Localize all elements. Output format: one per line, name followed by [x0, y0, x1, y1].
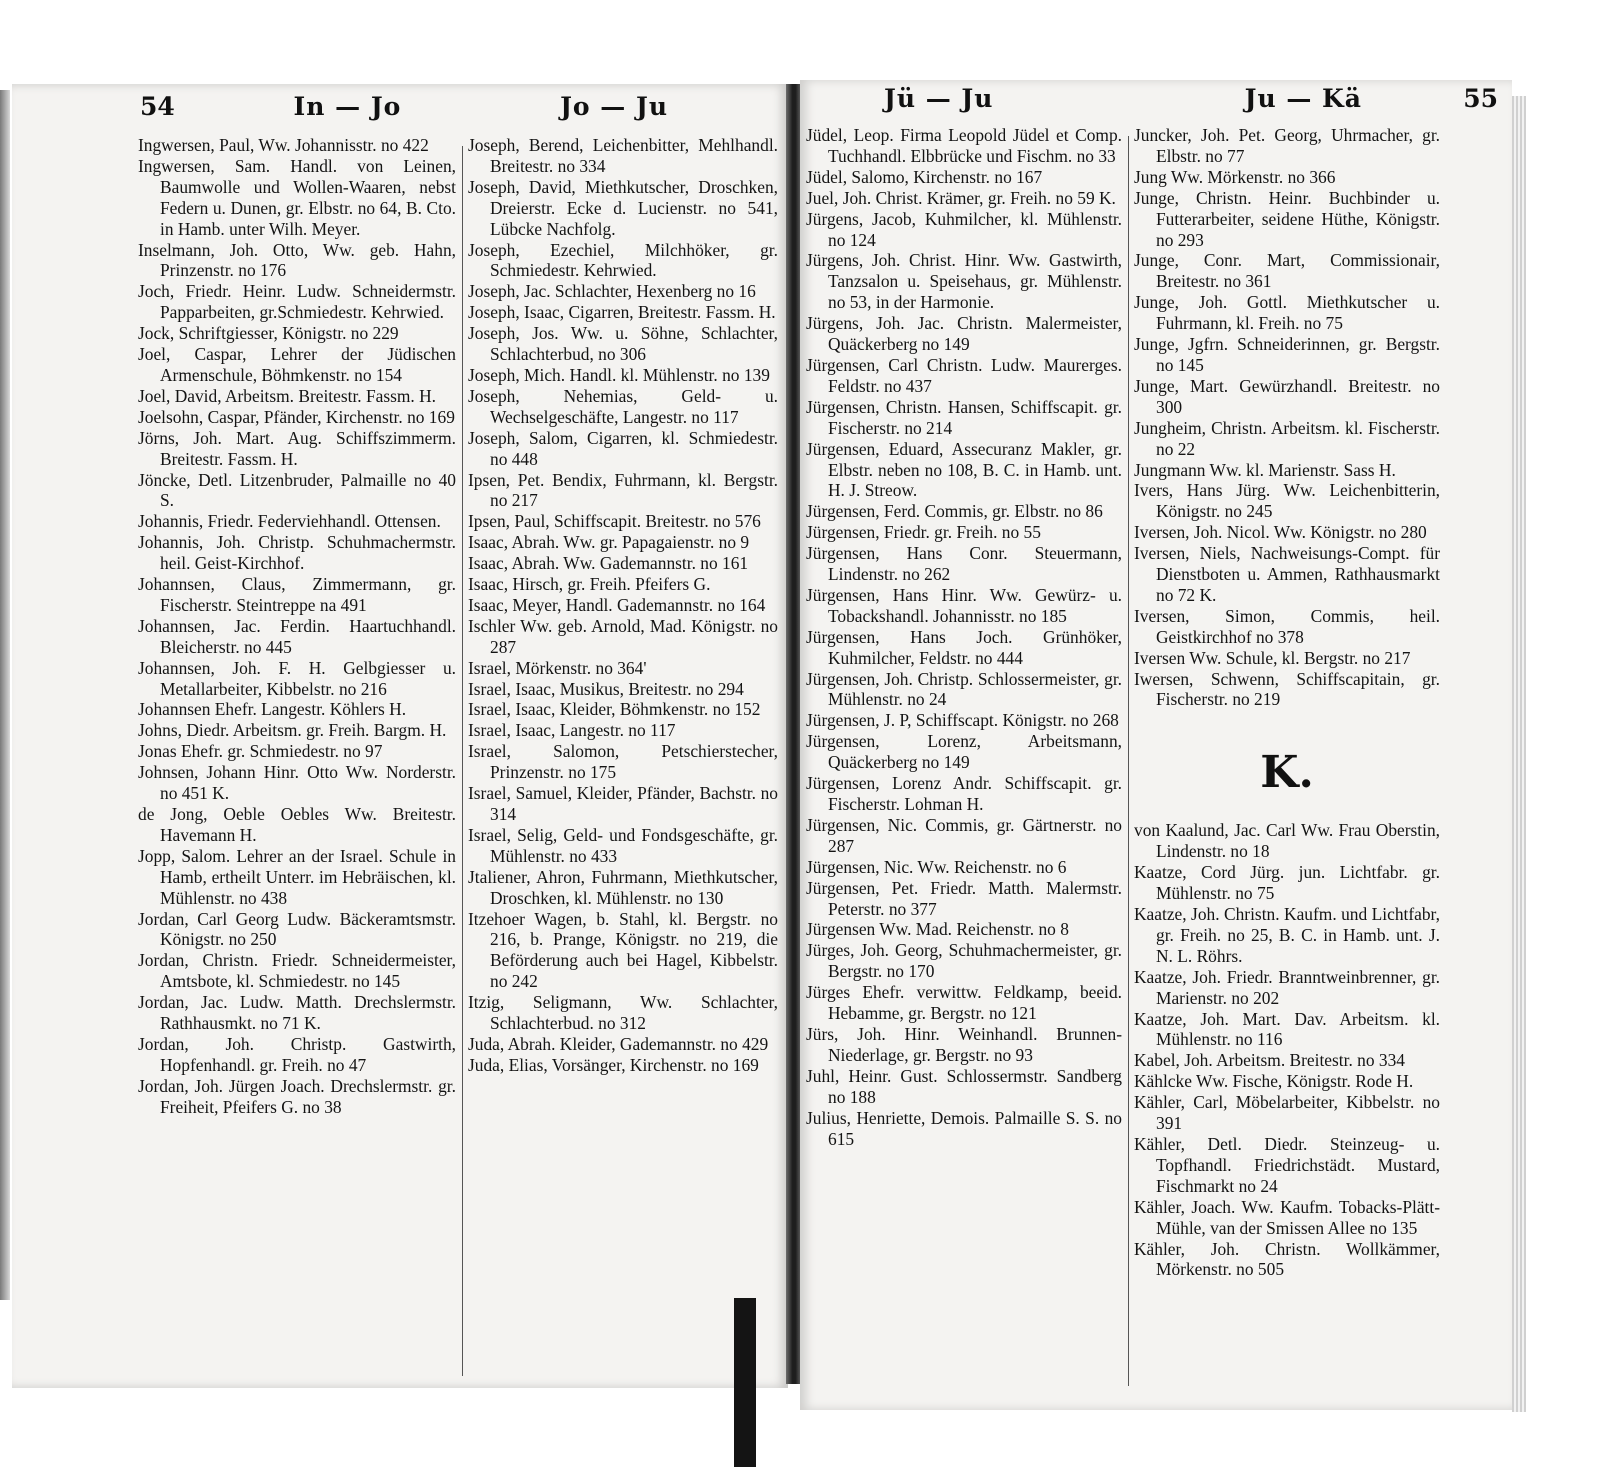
directory-entry: Juel, Joh. Christ. Krämer, gr. Freih. no 59 K.	[806, 187, 1116, 208]
directory-entry: Jürgens, Joh. Jac. Christn. Malermeister, Quäckerberg no 149	[806, 313, 1122, 355]
directory-entry: Iwersen, Schwenn, Schiffscapitain, gr. Fischerstr. no 219	[1134, 668, 1440, 710]
column-rule-left	[462, 146, 463, 1376]
directory-entry: Ingwersen, Paul, Ww. Johannisstr. no 422	[138, 135, 429, 155]
directory-entry: Joseph, Berend, Leichenbitter, Mehlhandl. Breitestr. no 334	[468, 135, 778, 176]
directory-entry: Jürgensen, Nic. Ww. Reichenstr. no 6	[806, 856, 1067, 877]
directory-entry: Junge, Mart. Gewürzhandl. Breitestr. no 300	[1134, 375, 1440, 417]
directory-entry: Joel, Caspar, Lehrer der Jüdischen Armenschule, Böhmkenstr. no 154	[138, 344, 456, 385]
directory-entry: Ingwersen, Sam. Handl. von Leinen, Baumwolle und Wollen-Waaren, nebst Federn u. Dunen, gr. Elbstr. no 64, B. Cto. in Hamb. unter Wilh. Meyer.	[138, 155, 456, 239]
directory-entry: Joseph, Jac. Schlachter, Hexenberg no 16	[468, 281, 756, 302]
directory-entry: Israel, Isaac, Kleider, Böhmkenstr. no 152	[468, 699, 761, 720]
directory-entry: Ischler Ww. geb. Arnold, Mad. Königstr. no 287	[468, 615, 778, 657]
directory-entry: Joseph, Jos. Ww. u. Söhne, Schlachter, Schlachterbud, no 306	[468, 323, 778, 365]
directory-entry: Kaatze, Cord Jürg. jun. Lichtfabr. gr. Mühlenstr. no 75	[1134, 862, 1440, 904]
right-page	[800, 80, 1512, 1410]
left-page	[12, 84, 788, 1388]
directory-entry: Jürges Ehefr. verwittw. Feldkamp, beeid. Hebamme, gr. Bergstr. no 121	[806, 982, 1122, 1024]
directory-entry: Israel, Isaac, Musikus, Breitestr. no 294	[468, 678, 744, 699]
directory-entry: Jürgensen, Carl Christn. Ludw. Maurerges. Feldstr. no 437	[806, 354, 1122, 396]
directory-entry: Johns, Diedr. Arbeitsm. gr. Freih. Bargm. H.	[138, 720, 447, 741]
directory-entry: Jürgensen, Pet. Friedr. Matth. Malermstr. Peterstr. no 377	[806, 877, 1122, 919]
directory-entry: Jüdel, Salomo, Kirchenstr. no 167	[806, 166, 1043, 187]
page-number-left: 54	[140, 92, 175, 121]
column-rule-right	[1128, 136, 1129, 1386]
running-head-right-col2: Ju — Kä	[1244, 84, 1362, 113]
directory-entry: Jörns, Joh. Mart. Aug. Schiffszimmerm. Breitestr. Fassm. H.	[138, 427, 456, 469]
directory-entry: Jordan, Jac. Ludw. Matth. Drechslermstr. Rathhausmkt. no 71 K.	[138, 992, 456, 1034]
directory-entry: Isaac, Abrah. Ww. Gademannstr. no 161	[468, 553, 749, 574]
directory-entry: Isaac, Meyer, Handl. Gademannstr. no 164	[468, 594, 766, 615]
page-number-right: 55	[1463, 84, 1498, 113]
directory-entry: Junge, Jgfrn. Schneiderinnen, gr. Bergstr. no 145	[1134, 334, 1440, 375]
directory-entry: Johannsen Ehefr. Langestr. Köhlers H.	[138, 699, 407, 720]
directory-entry: Jonas Ehefr. gr. Schmiedestr. no 97	[138, 741, 383, 762]
directory-entry: Jürs, Joh. Hinr. Weinhandl. Brunnen-Niederlage, gr. Bergstr. no 93	[806, 1023, 1122, 1065]
directory-entry: Isaac, Hirsch, gr. Freih. Pfeifers G.	[468, 574, 711, 595]
directory-entry: Jürgensen Ww. Mad. Reichenstr. no 8	[806, 919, 1069, 940]
directory-entry: Kabel, Joh. Arbeitsm. Breitestr. no 334	[1134, 1050, 1405, 1071]
directory-entry: Jordan, Carl Georg Ludw. Bäckeramtsmstr. Königstr. no 250	[138, 908, 456, 950]
directory-entry: Iversen, Joh. Nicol. Ww. Königstr. no 280	[1134, 522, 1427, 543]
directory-entry: Joel, David, Arbeitsm. Breitestr. Fassm. H.	[138, 385, 437, 406]
directory-entry: Ivers, Hans Jürg. Ww. Leichenbitterin, Königstr. no 245	[1134, 480, 1440, 522]
directory-entry: Jungmann Ww. kl. Marienstr. Sass H.	[1134, 459, 1396, 480]
directory-entry: Jordan, Christn. Friedr. Schneidermeister, Amtsbote, kl. Schmiedestr. no 145	[138, 950, 456, 992]
directory-entry: Jürgensen, Joh. Christp. Schlossermeister, gr. Mühlenstr. no 24	[806, 668, 1122, 710]
directory-entry: Jürges, Joh. Georg, Schuhmachermeister, gr. Bergstr. no 170	[806, 940, 1122, 982]
directory-entry: Juda, Elias, Vorsänger, Kirchenstr. no 169	[468, 1054, 759, 1075]
directory-entry: Israel, Samuel, Kleider, Pfänder, Bachstr. no 314	[468, 783, 778, 824]
left-column-2	[468, 135, 778, 1385]
directory-entry: Julius, Henriette, Demois. Palmaille S. S. no 615	[806, 1107, 1122, 1149]
directory-entry: Israel, Isaac, Langestr. no 117	[468, 720, 676, 741]
page-edges	[1512, 96, 1526, 1412]
directory-entry: Kähler, Joach. Ww. Kaufm. Tobacks-Plätt-Mühle, van der Smissen Allee no 135	[1134, 1196, 1440, 1238]
directory-entry: Johannsen, Jac. Ferdin. Haartuchhandl. Bleicherstr. no 445	[138, 615, 456, 657]
directory-entry: Joseph, Salom, Cigarren, kl. Schmiedestr. no 448	[468, 427, 778, 469]
directory-entry: Junge, Joh. Gottl. Miethkutscher u. Fuhrmann, kl. Freih. no 75	[1134, 292, 1440, 334]
directory-entry: Jordan, Joh. Christp. Gastwirth, Hopfenhandl. gr. Freih. no 47	[138, 1033, 456, 1075]
directory-entry: Juda, Abrah. Kleider, Gademannstr. no 429	[468, 1033, 769, 1054]
directory-entry: Jürgensen, Friedr. gr. Freih. no 55	[806, 522, 1041, 543]
directory-entry: Jürgens, Jacob, Kuhmilcher, kl. Mühlenstr. no 124	[806, 208, 1122, 250]
right-column-1	[806, 125, 1122, 1405]
directory-entry: Jürgensen, Lorenz, Arbeitsmann, Quäckerberg no 149	[806, 731, 1122, 773]
directory-entry: Jürgensen, Ferd. Commis, gr. Elbstr. no 86	[806, 501, 1103, 522]
directory-entry: Israel, Salomon, Petschierstecher, Prinzenstr. no 175	[468, 741, 778, 783]
directory-entry: Jungheim, Christn. Arbeitsm. kl. Fischerstr. no 22	[1134, 417, 1440, 459]
directory-entry: Iversen, Simon, Commis, heil. Geistkirchhof no 378	[1134, 605, 1440, 647]
directory-entry: Jopp, Salom. Lehrer an der Israel. Schule in Hamb, ertheilt Unterr. im Hebräischen, kl. Mühlenstr. no 438	[138, 845, 456, 908]
directory-entry: von Kaalund, Jac. Carl Ww. Frau Oberstin, Lindenstr. no 18	[1134, 820, 1440, 862]
directory-entry: Kähler, Joh. Christn. Wollkämmer, Mörkenstr. no 505	[1134, 1238, 1440, 1280]
directory-entry: Ipsen, Pet. Bendix, Fuhrmann, kl. Bergstr. no 217	[468, 469, 778, 511]
directory-entry: Iversen Ww. Schule, kl. Bergstr. no 217	[1134, 647, 1411, 668]
left-column-1	[138, 135, 456, 1385]
directory-entry: Joseph, David, Miethkutscher, Droschken, Dreierstr. Ecke d. Lucienstr. no 541, Lübcke Nachfolg.	[468, 176, 778, 239]
directory-entry: Juhl, Heinr. Gust. Schlossermstr. Sandberg no 188	[806, 1065, 1122, 1107]
directory-entry: Johannsen, Joh. F. H. Gelbgiesser u. Metallarbeiter, Kibbelstr. no 216	[138, 657, 456, 699]
directory-entry: Jöncke, Detl. Litzenbruder, Palmaille no 40 S.	[138, 469, 456, 511]
section-letter-k: K.	[1260, 747, 1314, 799]
directory-entry: Jürgensen, Nic. Commis, gr. Gärtnerstr. no 287	[806, 814, 1122, 856]
directory-entry: Joelsohn, Caspar, Pfänder, Kirchenstr. no 169	[138, 406, 455, 427]
directory-entry: Joseph, Mich. Handl. kl. Mühlenstr. no 139	[468, 364, 770, 385]
directory-entry: Kählcke Ww. Fische, Königstr. Rode H.	[1134, 1071, 1414, 1092]
directory-entry: Johannis, Joh. Christp. Schuhmachermstr. heil. Geist-Kirchhof.	[138, 532, 456, 574]
directory-entry: Jürgensen, Eduard, Assecuranz Makler, gr. Elbstr. neben no 108, B. C. in Hamb. unt. H. J. Streow.	[806, 438, 1122, 501]
directory-entry: Joseph, Nehemias, Geld- u. Wechselgeschäfte, Langestr. no 117	[468, 385, 778, 427]
directory-entry: Jung Ww. Mörkenstr. no 366	[1134, 166, 1336, 187]
directory-entry: Jürgensen, Hans Joch. Grünhöker, Kuhmilcher, Feldstr. no 444	[806, 626, 1122, 668]
directory-entry: Joseph, Isaac, Cigarren, Breitestr. Fassm. H.	[468, 302, 776, 323]
directory-entry: Kähler, Detl. Diedr. Steinzeug- u. Topfhandl. Friedrichstädt. Mustard, Fischmarkt no 24	[1134, 1133, 1440, 1196]
right-page-header	[884, 84, 1498, 113]
directory-entry: Johannis, Friedr. Federviehhandl. Ottensen.	[138, 511, 441, 532]
directory-entry: Itzehoer Wagen, b. Stahl, kl. Bergstr. no 216, b. Prange, Königstr. no 219, die Beförderung auch bei Hagel, Kibbelstr. no 242	[468, 908, 778, 992]
directory-entry: Johannsen, Claus, Zimmermann, gr. Fischerstr. Steintreppe na 491	[138, 574, 456, 615]
directory-entry: Junge, Conr. Mart, Commissionair, Breitestr. no 361	[1134, 250, 1440, 292]
directory-entry: Jürgensen, J. P, Schiffscapt. Königstr. no 268	[806, 710, 1119, 731]
directory-entry: Kaatze, Joh. Friedr. Branntweinbrenner, gr. Marienstr. no 202	[1134, 966, 1440, 1008]
directory-entry: Jürgensen, Hans Hinr. Ww. Gewürz- u. Tobackshandl. Johannisstr. no 185	[806, 584, 1122, 626]
directory-entry: Jürgensen, Hans Conr. Steuermann, Lindenstr. no 262	[806, 543, 1122, 585]
right-column-2	[1134, 125, 1440, 1405]
binding-shadow	[734, 1298, 756, 1467]
directory-entry: Israel, Selig, Geld- und Fondsgeschäfte, gr. Mühlenstr. no 433	[468, 824, 778, 866]
directory-entry: Jürgens, Joh. Christ. Hinr. Ww. Gastwirth, Tanzsalon u. Speisehaus, gr. Mühlenstr. no 53, in der Harmonie.	[806, 250, 1122, 313]
directory-entry: Jtaliener, Ahron, Fuhrmann, Miethkutscher, Droschken, kl. Mühlenstr. no 130	[468, 866, 778, 908]
running-head-right-col1: Jü — Ju	[884, 84, 994, 113]
directory-entry: Kaatze, Joh. Christn. Kaufm. und Lichtfabr, gr. Freih. no 25, B. C. in Hamb. unt. J. N. L. Röhrs.	[1134, 904, 1440, 966]
left-page-header	[140, 92, 780, 121]
directory-entry: Joch, Friedr. Heinr. Ludw. Schneidermstr. Papparbeiten, gr.Schmiedestr. Kehrwied.	[138, 281, 456, 323]
directory-entry: Jock, Schriftgiesser, Königstr. no 229	[138, 323, 399, 344]
directory-entry: Juncker, Joh. Pet. Georg, Uhrmacher, gr. Elbstr. no 77	[1134, 125, 1440, 166]
directory-entry: Jordan, Joh. Jürgen Joach. Drechslermstr. gr. Freiheit, Pfeifers G. no 38	[138, 1075, 456, 1117]
directory-entry: Junge, Christn. Heinr. Buchbinder u. Futterarbeiter, seidene Hüthe, Königstr. no 293	[1134, 187, 1440, 250]
directory-entry: Iversen, Niels, Nachweisungs-Compt. für Dienstboten u. Ammen, Rathhausmarkt no 72 K.	[1134, 543, 1440, 605]
directory-entry: de Jong, Oeble Oebles Ww. Breitestr. Havemann H.	[138, 804, 456, 845]
directory-entry: Kaatze, Joh. Mart. Dav. Arbeitsm. kl. Mühlenstr. no 116	[1134, 1008, 1440, 1050]
directory-entry: Jüdel, Leop. Firma Leopold Jüdel et Comp. Tuchhandl. Elbbrücke und Fischm. no 33	[806, 125, 1122, 166]
directory-entry: Israel, Mörkenstr. no 364'	[468, 657, 647, 678]
running-head-left-col2: Jo — Ju	[560, 92, 668, 121]
directory-entry: Jürgensen, Christn. Hansen, Schiffscapit. gr. Fischerstr. no 214	[806, 396, 1122, 438]
directory-entry: Joseph, Ezechiel, Milchhöker, gr. Schmiedestr. Kehrwied.	[468, 239, 778, 281]
directory-entry: Jürgensen, Lorenz Andr. Schiffscapit. gr. Fischerstr. Lohman H.	[806, 773, 1122, 814]
directory-entry: Johnsen, Johann Hinr. Otto Ww. Norderstr. no 451 K.	[138, 762, 456, 804]
running-head-left-col1: In — Jo	[293, 92, 402, 121]
directory-entry: Isaac, Abrah. Ww. gr. Papagaienstr. no 9	[468, 532, 750, 553]
directory-entry: Inselmann, Joh. Otto, Ww. geb. Hahn, Prinzenstr. no 176	[138, 239, 456, 281]
directory-entry: Kähler, Carl, Möbelarbeiter, Kibbelstr. no 391	[1134, 1092, 1440, 1134]
directory-entry: Ipsen, Paul, Schiffscapit. Breitestr. no 576	[468, 511, 761, 532]
left-shadow	[0, 90, 10, 1300]
directory-entry: Itzig, Seligmann, Ww. Schlachter, Schlachterbud. no 312	[468, 992, 778, 1034]
